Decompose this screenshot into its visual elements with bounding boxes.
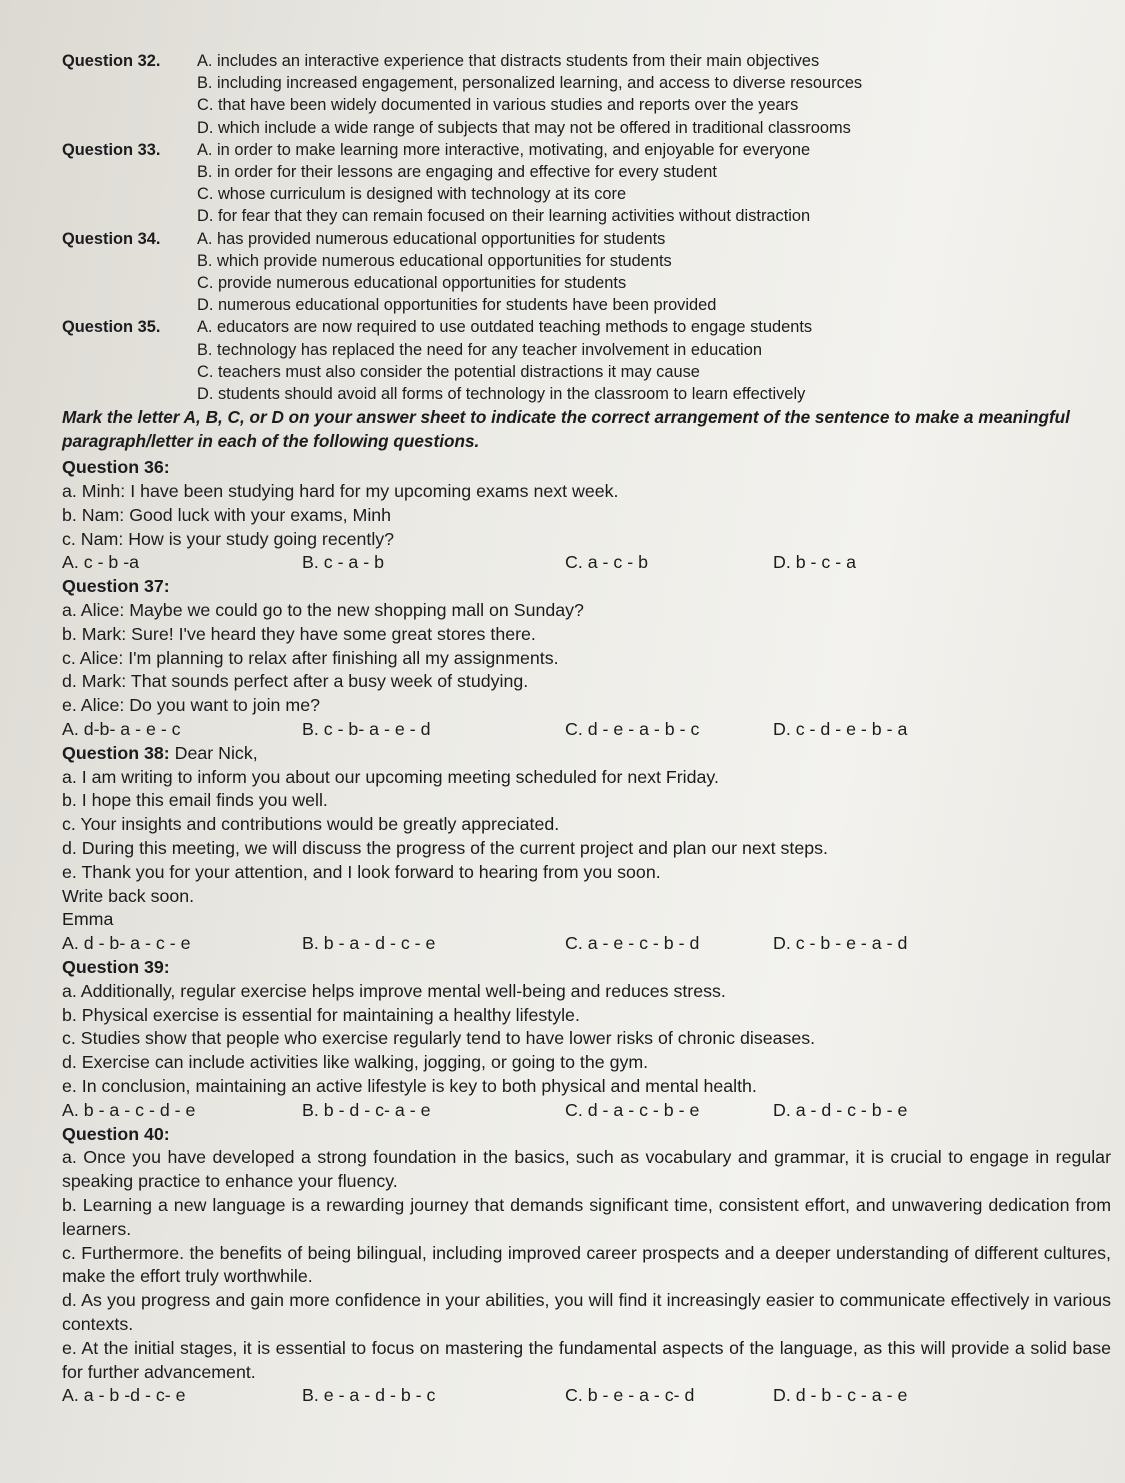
answer-c: C. a - c - b (565, 552, 648, 573)
question-33 (62, 139, 1115, 228)
question-37 (62, 575, 1115, 742)
answer-d: D. c - b - e - a - d (773, 933, 908, 954)
sentence-b: b. Physical exercise is essential for maintaining a healthy lifestyle. (62, 1004, 580, 1025)
answer-b: B. b - a - d - c - e (302, 933, 436, 954)
sentence-a: a. Alice: Maybe we could go to the new shopping mall on Sunday? (62, 600, 584, 621)
answer-d: D. d - b - c - a - e (773, 1385, 908, 1406)
option-d: D. for fear that they can remain focused on their learning activities without distraction (197, 207, 811, 226)
option-c: C. provide numerous educational opportunities for students (197, 274, 627, 293)
answer-d: D. c - d - e - b - a (773, 719, 908, 740)
question-32 (62, 50, 1115, 139)
answer-options (62, 1384, 1115, 1408)
option-d: D. students should avoid all forms of technology in the classroom to learn effectively (197, 385, 806, 404)
option-d: D. which include a wide range of subjects that may not be offered in traditional classrooms (197, 118, 851, 137)
option-c: C. that have been widely documented in various studies and reports over the years (197, 96, 799, 115)
answer-options (62, 551, 1115, 575)
question-title: Question 38: (62, 742, 170, 763)
question-38 (62, 742, 1115, 956)
paragraph-d: d. As you progress and gain more confidence in your abilities, you will find it increasingly easier to communicate effectively in various contexts. (62, 1290, 1111, 1334)
sentence-c: c. Studies show that people who exercise regularly tend to have lower risks of chronic diseases. (62, 1028, 816, 1049)
answer-c: C. d - a - c - b - e (565, 1099, 700, 1120)
sentence-e: e. In conclusion, maintaining an active lifestyle is key to both physical and mental health. (62, 1075, 757, 1096)
question-title: Question 40: (62, 1123, 170, 1144)
answer-c: C. b - e - a - c- d (565, 1385, 695, 1406)
option-b: B. including increased engagement, personalized learning, and access to diverse resources (197, 74, 863, 93)
answer-a: A. d - b- a - c - e (62, 933, 191, 954)
sentence-d: d. During this meeting, we will discuss the progress of the current project and plan our next steps. (62, 838, 828, 858)
option-a: A. in order to make learning more interactive, motivating, and enjoyable for everyone (197, 140, 811, 159)
option-a: A. includes an interactive experience that distracts students from their main objectives (197, 52, 820, 70)
question-39 (62, 956, 1115, 1123)
question-title: Question 37: (62, 576, 170, 597)
letter-signature: Emma (62, 909, 114, 930)
answer-b: B. e - a - d - b - c (302, 1385, 436, 1406)
option-b: B. which provide numerous educational opportunities for students (197, 251, 672, 270)
option-a: A. educators are now required to use outdated teaching methods to engage students (197, 318, 813, 337)
letter-closing: Write back soon. (62, 885, 195, 906)
answer-c: C. d - e - a - b - c (565, 719, 700, 740)
answer-a: A. d-b- a - e - c (62, 719, 181, 740)
question-label: Question 34. (62, 229, 161, 248)
sentence-b: b. Mark: Sure! I've heard they have some great stores there. (62, 623, 536, 644)
answer-b: B. c - b- a - e - d (302, 719, 431, 740)
paragraph-e: e. At the initial stages, it is essential to focus on mastering the fundamental aspects of the language, as this will provide a solid base for further advancement. (62, 1337, 1111, 1382)
answer-a: A. c - b -a (62, 552, 140, 573)
sentence-b: b. I hope this email finds you well. (62, 790, 328, 811)
sentence-a: a. Minh: I have been studying hard for my upcoming exams next week. (62, 481, 619, 502)
option-c: C. whose curriculum is designed with technology at its core (197, 185, 627, 204)
sentence-e: e. Thank you for your attention, and I look forward to hearing from you soon. (62, 861, 661, 882)
question-34 (62, 228, 1115, 317)
answer-a: A. b - a - c - d - e (62, 1099, 196, 1120)
answer-options (62, 932, 1115, 956)
question-label: Question 32. (62, 52, 161, 70)
option-b: B. in order for their lessons are engaging and effective for every student (197, 163, 717, 182)
sentence-c: c. Nam: How is your study going recently? (62, 528, 395, 549)
paragraph-b: b. Learning a new language is a rewarding journey that demands significant time, consistent effort, and unwavering dedication from learners. (62, 1194, 1111, 1239)
section-instruction: Mark the letter A, B, C, or D on your answer sheet to indicate the correct arrangement of the sentence to make a meaningful paragraph/letter in each of the following questions. (62, 407, 1070, 452)
question-label: Question 33. (62, 140, 161, 159)
answer-d: D. a - d - c - b - e (773, 1099, 908, 1120)
question-title: Question 39: (62, 956, 170, 977)
sentence-a: a. I am writing to inform you about our upcoming meeting scheduled for next Friday. (62, 766, 719, 787)
answer-options (62, 1099, 1115, 1123)
option-a: A. has provided numerous educational opportunities for students (197, 229, 666, 248)
question-36 (62, 456, 1115, 575)
answer-options (62, 718, 1115, 742)
sentence-b: b. Nam: Good luck with your exams, Minh (62, 504, 392, 525)
answer-b: B. c - a - b (302, 552, 385, 573)
answer-c: C. a - e - c - b - d (565, 933, 700, 954)
question-40 (62, 1123, 1115, 1409)
mcq-section (62, 50, 1115, 405)
question-35 (62, 316, 1115, 405)
paragraph-a: a. Once you have developed a strong foundation in the basics, such as vocabulary and grammar, it is crucial to engage in regular speaking practice to enhance your fluency. (62, 1147, 1111, 1192)
sentence-c: c. Your insights and contributions would be greatly appreciated. (62, 814, 560, 835)
sentence-d: d. Mark: That sounds perfect after a busy week of studying. (62, 671, 529, 692)
paragraph-c: c. Furthermore. the benefits of being bilingual, including improved career prospects and a deeper understanding of different cultures, make the effort truly worthwhile. (62, 1242, 1111, 1287)
question-label: Question 35. (62, 318, 161, 337)
option-b: B. technology has replaced the need for any teacher involvement in education (197, 340, 762, 359)
answer-d: D. b - c - a (773, 552, 856, 573)
letter-greeting: Dear Nick, (174, 742, 258, 763)
sentence-c: c. Alice: I'm planning to relax after finishing all my assignments. (62, 647, 559, 668)
question-title: Question 36: (62, 457, 170, 478)
answer-b: B. b - d - c- a - e (302, 1099, 431, 1120)
option-d: D. numerous educational opportunities for students have been provided (197, 296, 717, 315)
sentence-a: a. Additionally, regular exercise helps improve mental well-being and reduces stress. (62, 980, 726, 1001)
sentence-e: e. Alice: Do you want to join me? (62, 695, 320, 716)
sentence-d: d. Exercise can include activities like walking, jogging, or going to the gym. (62, 1052, 649, 1073)
answer-a: A. a - b -d - c- e (62, 1385, 186, 1406)
option-c: C. teachers must also consider the potential distractions it may cause (197, 362, 700, 381)
